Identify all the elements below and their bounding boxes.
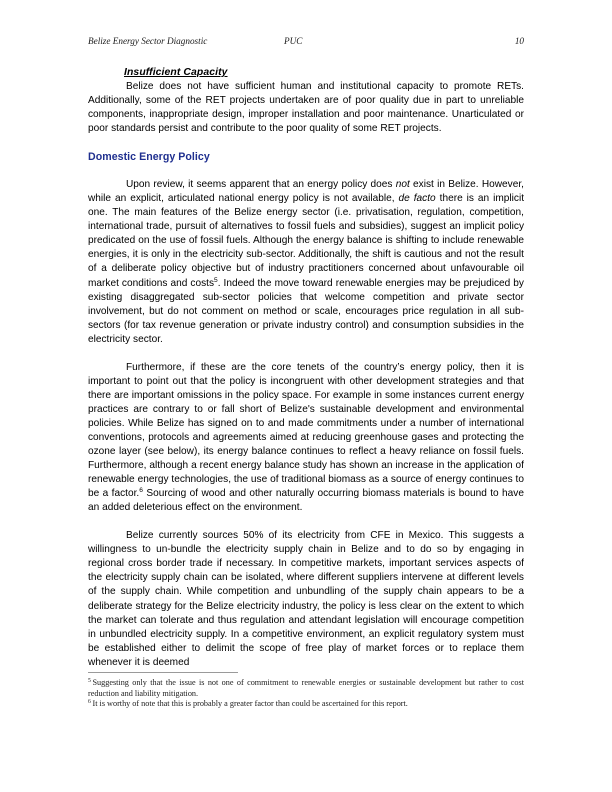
footnote-marker-5: 5: [88, 677, 91, 684]
paragraph-policy-incongruence: [88, 361, 524, 516]
paragraph-insufficient-capacity: Belize does not have sufficient human and institutional capacity to promote RETs. Additionally, some of the RET projects undertaken are of poor quality due in part to unreliable components, inappropriate design, improper installation and poor maintenance. Unarticulated or poor standards persist and contribute to the poor quality of some RET projects.: [88, 81, 524, 135]
header-document-title: Belize Energy Sector Diagnostic: [88, 36, 208, 46]
running-header: [88, 34, 524, 48]
paragraph-electricity-imports: Belize currently sources 50% of its electricity from CFE in Mexico. This suggests a willingness to un-bundle the electricity supply chain in Belize and to do so by engaging in regional cross border trade if necessary. In competitive markets, important services aspects of the electricity supply chain can be isolated, where different suppliers intervene at different levels of the supply chain. While competition and unbundling of the supply chain appears to be a deliberate strategy for the Belize electricity industry, the policy is less clear on the extent to which the market can tolerate and thus regulation and attendant legislation will encourage competition in unbundled electricity supply. In a competitive environment, an explicit regulatory system must be established either to delimit the scope of free play of market forces or to replace them whenever it is deemed: [88, 530, 524, 668]
para2-segment-d: . Indeed the move toward renewable energies may be prejudiced by existing disaggregated sub-sector policies that welcome competition and private sector involvement, but do not comment on method or scale, encourages price regulation in all sub-sectors (for tax revenue generation or private industry control) and consumption subsidies in the electricity sector.: [88, 277, 524, 345]
subsection-heading-insufficient-capacity: Insufficient Capacity: [124, 67, 228, 78]
para3-segment-a: Furthermore, if these are the core tenets of the country’s energy policy, then it is important to point out that the policy is incongruent with other development strategies and that there are important omissions in the policy space. For example in some instances current energy practices are contrary to or fall short of Belize's sustainable development and environmental policies. While Belize has signed on to and made commitments under a number of international conventions, protocols and agreements aimed at reducing greenhouse gases and protecting the ozone layer (see below), its energy balance continues to reflect a heavy reliance on fossil fuels. Furthermore, although a recent energy balance study has shown an increase in the application of renewable energy technologies, the use of traditional biomass as a source of energy continues to be a factor.: [88, 361, 524, 500]
footnote-area: [88, 672, 524, 710]
footnote-text-5: Suggesting only that the issue is not one of commitment to renewable energies or sustainable development but rather to cost reduction and liability mitigation.: [88, 678, 524, 698]
page-content: [88, 66, 524, 670]
footnote-marker-6: 6: [88, 698, 91, 705]
footnote-item: [88, 678, 524, 699]
para2-emphasis-de-facto: de facto: [398, 193, 436, 205]
page-number: 10: [514, 36, 524, 46]
para3-segment-b: Sourcing of wood and other naturally occurring biomass materials is bound to have an added deleterious effect on the environment.: [88, 488, 524, 514]
footnote-separator-rule: [88, 672, 238, 673]
section-heading-domestic-energy-policy: Domestic Energy Policy: [88, 151, 210, 164]
para2-emphasis-not: not: [395, 179, 410, 191]
footnote-ref-6[interactable]: 6: [139, 486, 143, 494]
para2-segment-a: Upon review, it seems apparent that an energy policy does: [126, 179, 396, 191]
paragraph-energy-policy-overview: [88, 178, 524, 347]
footnote-text-6: It is worthy of note that this is probably a greater factor than could be ascertained for this report.: [92, 699, 408, 709]
footnote-ref-5[interactable]: 5: [214, 276, 218, 284]
para2-segment-b: exist in Belize. However, while an explicit, articulated national energy policy is not available,: [88, 179, 524, 205]
header-organization: PUC: [284, 36, 303, 46]
footnote-item: [88, 699, 524, 710]
para2-segment-c: there is an implicit one. The main features of the Belize energy sector (i.e. privatisation, regulation, competition, international trade, pursuit of alternatives to fossil fuels and subsidies), suggest an implicit policy predicated on the use of fossil fuels. Although the energy balance is shifting to include renewable energies, it is only in the electricity sub-sector. Additionally, the shift is cautious and not the result of a deliberate policy objective but of industry practitioners concerned about unfavourable oil market conditions and costs: [88, 193, 525, 289]
